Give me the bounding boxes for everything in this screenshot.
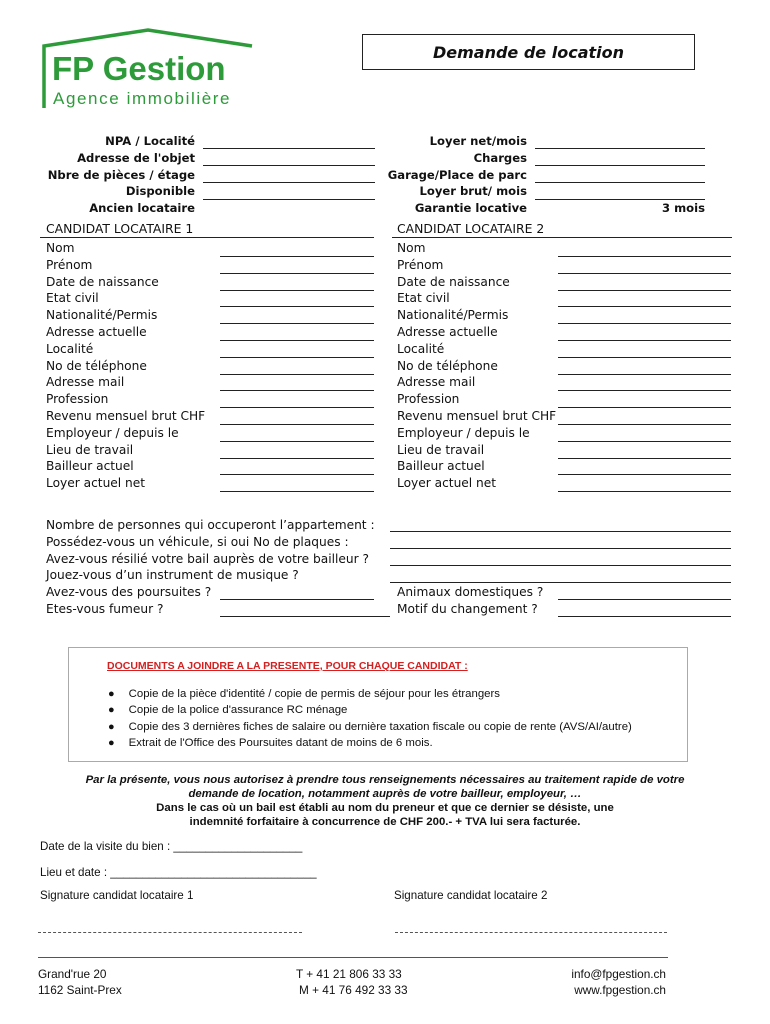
label-former-tenant: Ancien locataire xyxy=(89,201,195,216)
candidate1-field-line[interactable] xyxy=(220,390,374,391)
candidate1-field-line[interactable] xyxy=(220,491,374,492)
legal-line-1: Par la présente, vous nous autorisez à prendre tous renseignements nécessaires au traitement rapide de votre xyxy=(85,774,685,786)
c1-label-prenom: Prénom xyxy=(46,257,93,272)
footer-street: Grand'rue 20 xyxy=(38,967,107,981)
c1-label-income: Revenu mensuel brut CHF xyxy=(46,408,206,423)
footer-contact xyxy=(520,966,666,998)
footer-phone: T + 41 21 806 33 33 xyxy=(296,967,402,981)
c1-label-phone: No de téléphone xyxy=(46,358,147,373)
candidate2-field-line[interactable] xyxy=(558,256,731,257)
visit-date-field[interactable]: Date de la visite du bien : ____________________ xyxy=(40,840,303,853)
candidate1-field-line[interactable] xyxy=(220,340,374,341)
c2-label-email: Adresse mail xyxy=(397,375,476,390)
candidate1-field-line[interactable] xyxy=(220,323,374,324)
c1-label-current-address: Adresse actuelle xyxy=(46,324,147,339)
signature2-label: Signature candidat locataire 2 xyxy=(394,889,548,902)
footer-mobile: M + 41 76 492 33 33 xyxy=(299,983,408,997)
label-rooms: Nbre de pièces / étage xyxy=(47,167,195,182)
form-title: Demande de location xyxy=(362,34,695,70)
footer-web[interactable]: www.fpgestion.ch xyxy=(574,983,666,997)
document-item: ● Copie de la pièce d'identité / copie de permis de séjour pour les étrangers xyxy=(108,688,500,700)
c1-label-profession: Profession xyxy=(46,392,109,407)
candidate1-field-line[interactable] xyxy=(220,256,374,257)
question-lease-terminated: Avez-vous résilié votre bail auprès de votre bailleur ? xyxy=(46,551,369,566)
property-right-labels xyxy=(370,133,527,217)
c2-label-nom: Nom xyxy=(397,241,426,255)
field-instrument[interactable] xyxy=(390,582,731,583)
field-address[interactable] xyxy=(203,165,375,166)
candidate2-field-line[interactable] xyxy=(558,441,731,442)
question-pets: Animaux domestiques ? xyxy=(397,585,544,599)
label-guarantee: Garantie locative xyxy=(414,201,527,216)
logo-tagline: Agence immobilière xyxy=(53,89,232,108)
candidate2-field-line[interactable] xyxy=(558,306,731,307)
label-address: Adresse de l'objet xyxy=(77,150,195,165)
field-net-rent[interactable] xyxy=(535,148,705,149)
property-left-labels xyxy=(40,133,195,217)
candidate2-field-line[interactable] xyxy=(558,424,731,425)
c1-label-workplace: Lieu de travail xyxy=(46,442,134,457)
field-npa[interactable] xyxy=(203,148,375,149)
field-rooms[interactable] xyxy=(203,182,375,183)
footer-email[interactable]: info@fpgestion.ch xyxy=(571,967,666,981)
candidate2-field-line[interactable] xyxy=(558,340,731,341)
field-smoker[interactable] xyxy=(220,616,390,617)
footer-address xyxy=(38,966,122,998)
c2-label-nationality: Nationalité/Permis xyxy=(397,308,509,323)
candidate2-field-line[interactable] xyxy=(558,390,731,391)
bullet-icon: ● xyxy=(108,720,115,733)
bullet-icon: ● xyxy=(108,704,115,717)
footer-city: 1162 Saint-Prex xyxy=(38,983,122,997)
documents-title: DOCUMENTS A JOINDRE A LA PRESENTE, POUR CHAQUE CANDIDAT : xyxy=(107,660,468,672)
legal-line-2: demande de location, notamment auprès de votre bailleur, employeur, … xyxy=(188,788,582,800)
field-reason[interactable] xyxy=(558,616,731,617)
field-parking[interactable] xyxy=(535,182,705,183)
field-prosecutions[interactable] xyxy=(220,599,374,600)
document-item: ● Copie de la police d'assurance RC ménage xyxy=(108,704,348,717)
c2-label-landlord: Bailleur actuel xyxy=(397,459,485,474)
candidate1-field-line[interactable] xyxy=(220,407,374,408)
candidate2-labels xyxy=(397,240,556,492)
c2-label-current-address: Adresse actuelle xyxy=(397,324,498,339)
candidate1-field-line[interactable] xyxy=(220,273,374,274)
footer-phones xyxy=(296,966,408,998)
field-occupants[interactable] xyxy=(390,531,731,532)
c2-label-workplace: Lieu de travail xyxy=(397,442,485,457)
question-prosecutions: Avez-vous des poursuites ? xyxy=(46,585,212,600)
footer-divider xyxy=(38,957,668,958)
c2-label-phone: No de téléphone xyxy=(397,358,498,373)
c2-label-profession: Profession xyxy=(397,392,460,407)
candidate2-field-line[interactable] xyxy=(558,290,731,291)
field-lease-terminated[interactable] xyxy=(390,565,731,566)
label-available: Disponible xyxy=(125,184,195,199)
label-net-rent: Loyer net/mois xyxy=(429,134,527,148)
label-gross-rent: Loyer brut/ mois xyxy=(419,184,527,199)
c2-label-employer: Employeur / depuis le xyxy=(397,425,530,440)
place-date-field[interactable]: Lieu et date : ________________________________ xyxy=(40,866,317,879)
candidate1-field-line[interactable] xyxy=(220,290,374,291)
label-parking: Garage/Place de parc xyxy=(387,167,527,182)
question-vehicle: Possédez-vous un véhicule, si oui No de plaques : xyxy=(46,534,349,549)
candidate1-field-line[interactable] xyxy=(220,357,374,358)
candidate1-field-line[interactable] xyxy=(220,441,374,442)
c1-label-civil: Etat civil xyxy=(46,291,99,306)
document-item: ● Copie des 3 dernières fiches de salaire ou dernière taxation fiscale ou copie de rente (AVS/AI/autre) xyxy=(108,720,632,733)
candidate2-heading: CANDIDAT LOCATAIRE 2 xyxy=(397,221,545,236)
candidate1-labels xyxy=(46,240,205,492)
guarantee-value: 3 mois xyxy=(661,201,705,215)
question-reason: Motif du changement ? xyxy=(397,601,538,616)
candidate2-field-line[interactable] xyxy=(558,474,731,475)
c2-label-civil: Etat civil xyxy=(397,291,450,306)
candidate2-divider xyxy=(392,237,732,238)
c1-label-nom: Nom xyxy=(46,241,75,255)
candidate1-field-line[interactable] xyxy=(220,474,374,475)
question-smoker: Etes-vous fumeur ? xyxy=(46,601,164,616)
c1-label-nationality: Nationalité/Permis xyxy=(46,308,158,323)
field-pets[interactable] xyxy=(558,599,731,600)
legal-text xyxy=(40,773,730,829)
field-vehicle[interactable] xyxy=(390,548,731,549)
candidate1-divider xyxy=(40,237,374,238)
candidate2-field-line[interactable] xyxy=(558,491,731,492)
candidate2-field-line[interactable] xyxy=(558,357,731,358)
candidate2-field-line[interactable] xyxy=(558,374,731,375)
c1-label-employer: Employeur / depuis le xyxy=(46,425,179,440)
label-npa: NPA / Localité xyxy=(105,134,195,148)
questions-right-block xyxy=(397,584,543,618)
c2-label-income: Revenu mensuel brut CHF xyxy=(397,408,557,423)
candidate1-field-line[interactable] xyxy=(220,458,374,459)
legal-line-3: Dans le cas où un bail est établi au nom du preneur et que ce dernier se désiste, une xyxy=(156,802,614,814)
logo-name: FP Gestion xyxy=(52,50,226,87)
candidate2-field-line[interactable] xyxy=(558,323,731,324)
c1-label-landlord: Bailleur actuel xyxy=(46,459,134,474)
label-charges: Charges xyxy=(473,150,527,165)
signature2-line[interactable] xyxy=(395,932,667,933)
documents-list xyxy=(108,686,632,751)
question-instrument: Jouez-vous d’un instrument de musique ? xyxy=(46,568,299,583)
c2-label-locality: Localité xyxy=(397,341,445,356)
signature1-label: Signature candidat locataire 1 xyxy=(40,889,194,902)
candidate1-field-line[interactable] xyxy=(220,424,374,425)
questions-block xyxy=(46,517,375,618)
field-available[interactable] xyxy=(203,199,375,200)
candidate1-heading: CANDIDAT LOCATAIRE 1 xyxy=(46,221,194,236)
signature1-line[interactable] xyxy=(38,932,302,933)
candidate1-field-line[interactable] xyxy=(220,374,374,375)
field-charges[interactable] xyxy=(535,165,705,166)
c2-label-rent: Loyer actuel net xyxy=(397,476,497,491)
c1-label-locality: Localité xyxy=(46,341,94,356)
candidate1-field-line[interactable] xyxy=(220,306,374,307)
bullet-icon: ● xyxy=(108,736,115,749)
legal-line-4: indemnité forfaitaire à concurrence de CHF 200.- + TVA lui sera facturée. xyxy=(189,816,581,828)
candidate2-field-line[interactable] xyxy=(558,458,731,459)
document-item: ● Extrait de l'Office des Poursuites datant de moins de 6 mois. xyxy=(108,736,433,749)
c2-label-prenom: Prénom xyxy=(397,257,444,272)
candidate2-field-line[interactable] xyxy=(558,407,731,408)
question-occupants: Nombre de personnes qui occuperont l’appartement : xyxy=(46,518,375,532)
c1-label-rent: Loyer actuel net xyxy=(46,476,146,491)
c2-label-birth: Date de naissance xyxy=(397,274,510,289)
candidate2-field-line[interactable] xyxy=(558,273,731,274)
bullet-icon: ● xyxy=(108,688,115,700)
c1-label-birth: Date de naissance xyxy=(46,274,159,289)
c1-label-email: Adresse mail xyxy=(46,375,125,390)
